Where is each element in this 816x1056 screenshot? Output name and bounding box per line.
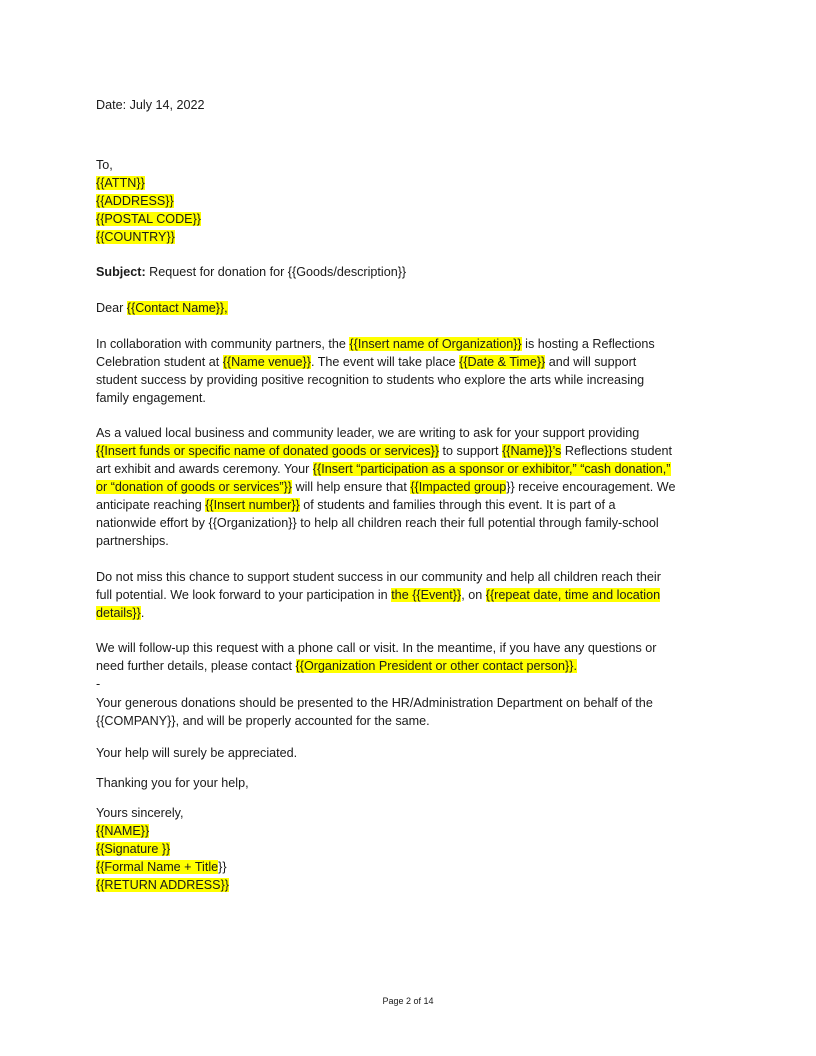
country-placeholder: {{COUNTRY}} xyxy=(96,230,175,244)
paragraph-7: Thanking you for your help, xyxy=(96,776,249,790)
paragraph-5: Your generous donations should be presented to the HR/Administration Department on behalf of the {{COMPANY}}, and will be properly accounted for the same. xyxy=(96,696,653,728)
subject-text: Request for donation for {{Goods/description}} xyxy=(145,265,407,279)
to-line: To, xyxy=(96,158,113,172)
signature-placeholder: {{Signature }} xyxy=(96,842,171,856)
recipient-block xyxy=(96,156,722,246)
paragraph-3: Do not miss this chance to support student success in our community and help all children reach their full potential. We look forward to your participation in the {{Event}}, on {{repeat date, time and location details}}. xyxy=(96,570,661,620)
donation-placeholder: {{Insert funds or specific name of donated goods or services}} xyxy=(96,444,440,458)
greeting: Dear {{Contact Name}}, xyxy=(96,301,228,315)
address-placeholder: {{ADDRESS}} xyxy=(96,194,174,208)
date-time-placeholder: {{Date & Time}} xyxy=(459,355,546,369)
postal-code-placeholder: {{POSTAL CODE}} xyxy=(96,212,201,226)
page-number-footer: Page 2 of 14 xyxy=(382,996,434,1006)
subject-label: Subject: xyxy=(96,265,146,279)
contact-name-placeholder: {{Contact Name}}, xyxy=(126,301,228,315)
dash: - xyxy=(96,677,101,691)
organization-name-placeholder: {{Insert name of Organization}} xyxy=(349,337,522,351)
closing-block: Yours sincerely, {{NAME}} {{Signature }} {{Formal Name + Title}} {{RETURN ADDRESS}} xyxy=(96,806,229,892)
repeat-date-placeholder: {{repeat date, time and location xyxy=(485,588,661,602)
subject-line xyxy=(96,263,722,281)
date-line: Date: July 14, 2022 xyxy=(96,98,205,112)
formal-name-placeholder: {{Formal Name + Title xyxy=(96,860,219,874)
paragraph-1: In collaboration with community partners, the {{Insert name of Organization}} is hosting a Reflections Celebration student at {{Name venue}}. The event will take place {{Date & Time}} and will support student success by providing positive recognition to students who explore the arts while increasing family engagement. xyxy=(96,337,655,405)
paragraph-6: Your help will surely be appreciated. xyxy=(96,746,298,760)
venue-placeholder: {{Name venue}} xyxy=(222,355,311,369)
contact-person-placeholder: {{Organization President or other contact person}}. xyxy=(295,659,577,673)
return-address-placeholder: {{RETURN ADDRESS}} xyxy=(96,878,229,892)
event-placeholder: the {{Event}} xyxy=(391,588,462,602)
paragraph-4: We will follow-up this request with a phone call or visit. In the meantime, if you have any questions or need further details, please contact {{Organization President or other contact person}}. - xyxy=(96,639,722,693)
paragraph-2: As a valued local business and community leader, we are writing to ask for your support providing {{Insert funds or specific name of donated goods or services}} to support {{Name}}’s Reflections student art exhibit and awards ceremony. Your {{Insert “participation as a sponsor or exhibitor,” “cash donation,” or “donation of goods or services”}} will help ensure that {{Impacted group}} receive encouragement. We anticipate reaching {{Insert number}} of students and families through this event. It is part of a nationwide effort by {{Organization}} to help all children reach their full potential through family-school partnerships. xyxy=(96,426,676,548)
impacted-group-placeholder: {{Impacted group xyxy=(410,480,507,494)
name-placeholder: {{Name}}’s xyxy=(502,444,562,458)
sender-name-placeholder: {{NAME}} xyxy=(96,824,150,838)
attn-placeholder: {{ATTN}} xyxy=(96,176,145,190)
participation-placeholder: {{Insert “participation as a sponsor or exhibitor,” “cash donation,” xyxy=(312,462,671,476)
number-placeholder: {{Insert number}} xyxy=(205,498,300,512)
